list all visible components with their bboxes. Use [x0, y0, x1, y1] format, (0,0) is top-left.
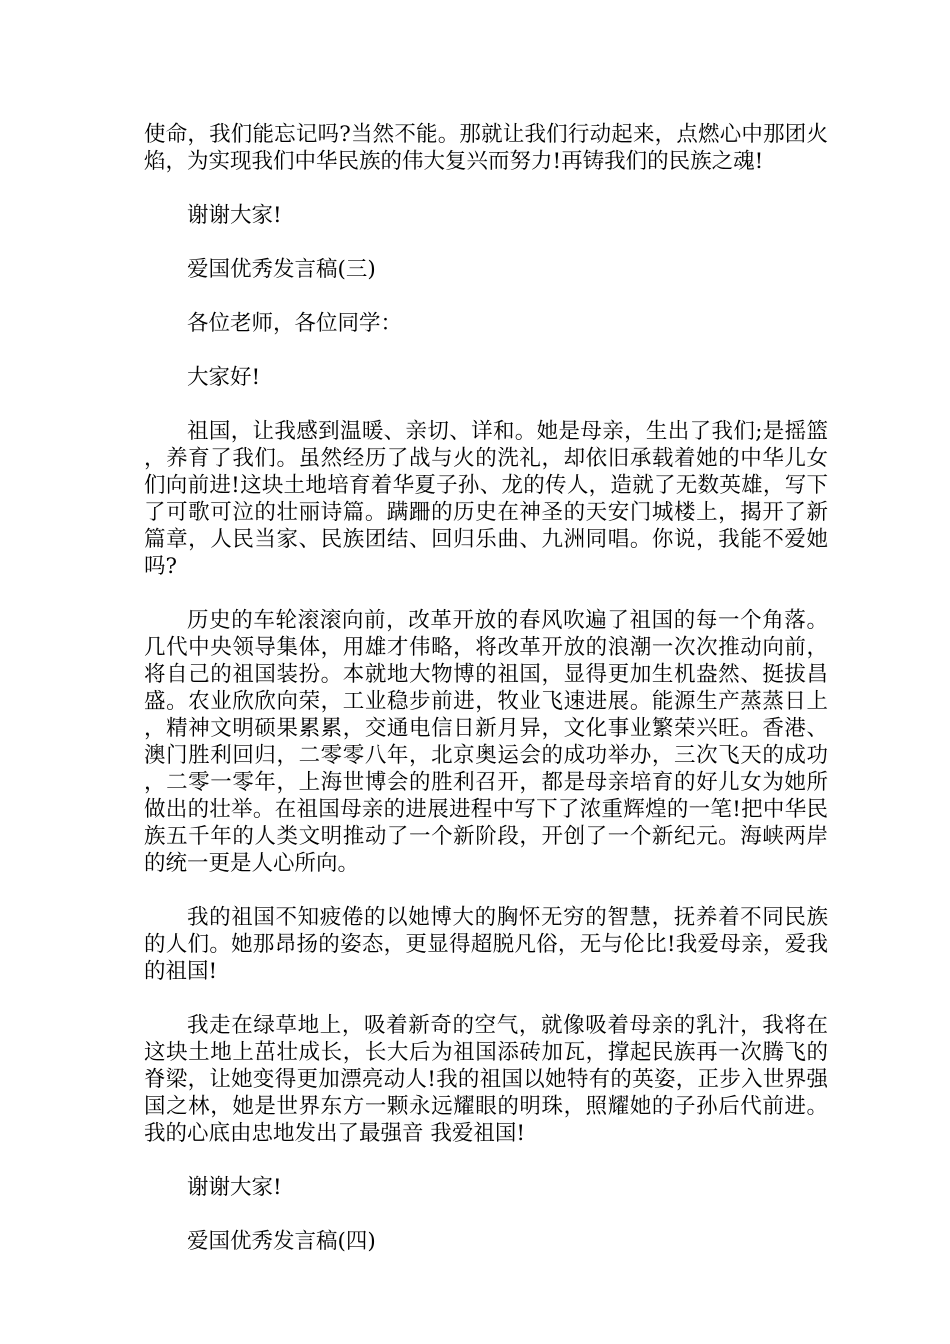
paragraph-thanks: 谢谢大家! — [187, 203, 282, 228]
section-title-speech-4: 爱国优秀发言稿(四) — [187, 1229, 376, 1254]
paragraph-salutation: 各位老师，各位同学： — [187, 311, 403, 336]
paragraph-closing-mission: 使命，我们能忘记吗?当然不能。那就让我们行动起来，点燃心中那团火焰，为实现我们中华民族的伟大复兴而努力!再铸我们的民族之魂! — [144, 122, 828, 174]
paragraph-green-grass: 我走在绿草地上，吸着新奇的空气，就像吸着母亲的乳汁，我将在这块土地上茁壮成长，长大后为祖国添砖加瓦，撑起民族再一次腾飞的脊梁，让她变得更加漂亮动人!我的祖国以她特有的英姿，正步入世界强国之林，她是世界东方一颗永远耀眼的明珠，照耀她的子孙后代前进。我的心底由忠地发出了最强音 我爱祖国! — [144, 1013, 828, 1146]
paragraph-history: 历史的车轮滚滚向前，改革开放的春风吹遍了祖国的每一个角落。几代中央领导集体，用雄才伟略，将改革开放的浪潮一次次推动向前，将自己的祖国装扮。本就地大物博的祖国，显得更加生机盎然、挺拔昌盛。农业欣欣向荣，工业稳步前进，牧业飞速进展。能源生产蒸蒸日上，精神文明硕果累累，交通电信日新月异，文化事业繁荣兴旺。香港、澳门胜利回归，二零零八年，北京奥运会的成功举办，三次飞天的成功，二零一零年，上海世博会的胜利召开，都是母亲培育的好儿女为她所做出的壮举。在祖国母亲的进展进程中写下了浓重辉煌的一笔!把中华民族五千年的人类文明推动了一个新阶段，开创了一个新纪元。海峡两岸的统一更是人心所向。 — [144, 608, 828, 876]
paragraph-greeting: 大家好! — [187, 365, 261, 390]
section-title-speech-3: 爱国优秀发言稿(三) — [187, 257, 376, 282]
paragraph-motherland: 祖国，让我感到温暖、亲切、详和。她是母亲，生出了我们;是摇篮，养育了我们。虽然经历了战与火的洗礼，却依旧承载着她的中华儿女们向前进!这块土地培育着华夏子孙、龙的传人，造就了无数英雄，写下了可歌可泣的壮丽诗篇。蹒跚的历史在神圣的天安门城楼上，揭开了新篇章，人民当家、民族团结、回归乐曲、九洲同唱。你说，我能不爱她吗? — [144, 419, 828, 579]
paragraph-wisdom: 我的祖国不知疲倦的以她博大的胸怀无穷的智慧，抚养着不同民族的人们。她那昂扬的姿态，更显得超脱凡俗，无与伦比!我爱母亲，爱我的祖国! — [144, 905, 828, 984]
document-page — [144, 121, 828, 1282]
paragraph-thanks-2: 谢谢大家! — [187, 1175, 282, 1200]
